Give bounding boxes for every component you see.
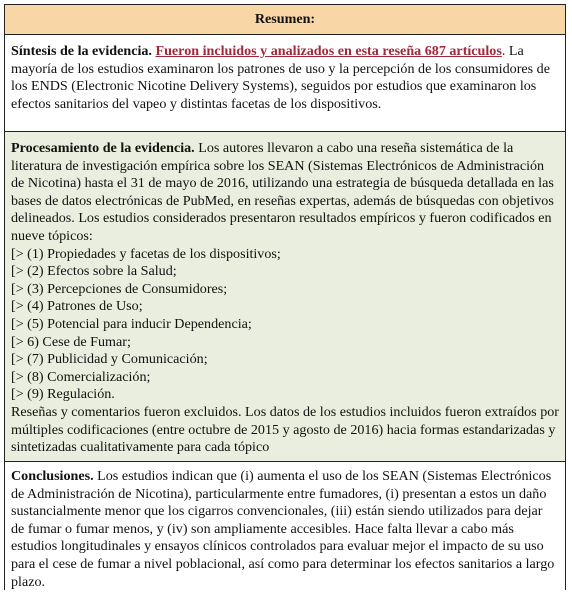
topic-item: [> 6) Cese de Fumar; <box>11 333 131 350</box>
topic-item: [> (8) Comercialización; <box>11 368 151 385</box>
topic-item: [> (3) Percepciones de Consumidores; <box>11 280 228 297</box>
summary-title: Resumen: <box>254 11 316 27</box>
processing-heading: Procesamiento de la evidencia. <box>11 140 195 156</box>
processing-intro: Los autores llevaron a cabo una reseña sistemática de la literatura de investigación empírica sobre los SEAN (Sistemas Electrónicos de Administración de Nicotina) hasta el 31 de mayo de 2016, utilizando una estrategia de búsqueda detallada en las bases de datos electrónicas de PubMed, en reseñas expertas, además de búsquedas con objetivos delineados. Los estudios considerados presentaron resultados empíricos y fueron codificados en nueve tópicos: <box>11 140 554 244</box>
topic-item: [> (7) Publicidad y Comunicación; <box>11 351 208 368</box>
summary-table <box>4 4 566 590</box>
topic-item: [> (1) Propiedades y facetas de los dispositivos; <box>11 245 281 262</box>
conclusions-section <box>5 462 565 591</box>
evidence-processing-section <box>5 132 565 462</box>
topic-item: [> (9) Regulación. <box>11 386 115 403</box>
synthesis-body: . La mayoría de los estudios examinaron los patrones de uso y la percepción de los consumidores de los ENDS (Electronic Nicotine Delivery Systems), seguidos por estudios que examinaron los efectos sanitarios del vapeo y distintas facetas de los dispositivos. <box>11 43 550 112</box>
summary-header <box>5 5 565 35</box>
synthesis-heading: Síntesis de la evidencia. <box>11 43 152 59</box>
conclusions-heading: Conclusiones. <box>11 468 94 484</box>
topic-item: [> (4) Patrones de Uso; <box>11 298 143 315</box>
topic-item: [> (2) Efectos sobre la Salud; <box>11 263 177 280</box>
topic-item: [> (5) Potencial para inducir Dependencia; <box>11 315 252 332</box>
articles-link[interactable]: Fueron incluidos y analizados en esta reseña 687 artículos <box>155 43 502 59</box>
evidence-synthesis-section <box>5 35 565 132</box>
processing-closing: Reseñas y comentarios fueron excluidos. Los datos de los estudios incluidos fueron extraídos por múltiples codificaciones (entre octubre de 2015 y agosto de 2016) hacia formas estandarizadas y sintetizadas cualitativamente para cada tópico <box>11 403 559 456</box>
conclusions-body: Los estudios indican que (i) aumenta el uso de los SEAN (Sistemas Electrónicos de Administración de Nicotina), particularmente entre fumadores, (i) presentan a estos un daño sustancialmente menor que los cigarros convencionales, (iii) están siendo utilizados para dejar de fumar o fumar menos, y (iv) son ampliamente accesibles. Hace falta llevar a cabo más estudios longitudinales y ensayos clínicos controlados para evaluar mejor el impacto de su uso para el cese de fumar a nivel poblacional, así como para determinar los efectos sanitarios a largo plazo. <box>11 468 555 590</box>
